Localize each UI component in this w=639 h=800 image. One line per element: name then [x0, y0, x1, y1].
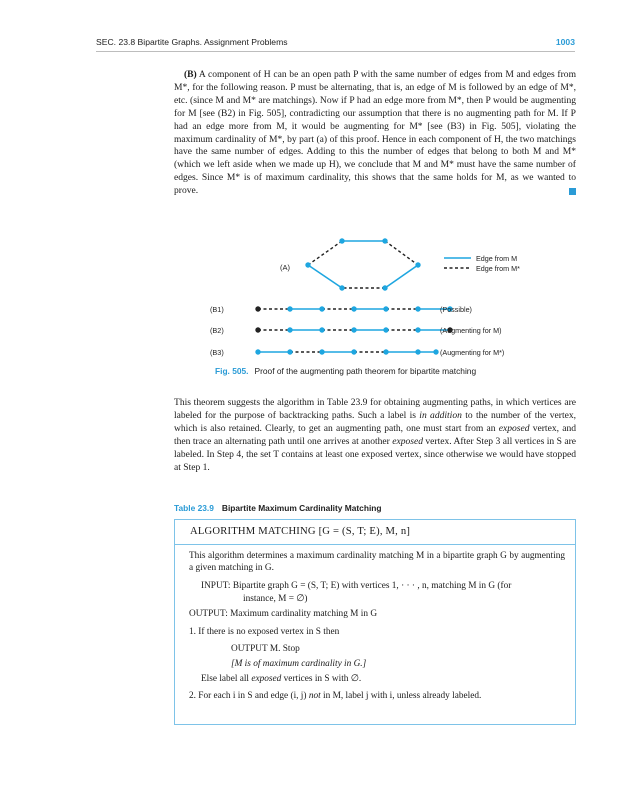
vertex: [287, 306, 292, 311]
algorithm-input: INPUT: Bipartite graph G = (S, T; E) with vertices 1, · · · , n, matching M in G (for: [201, 581, 512, 591]
vertex: [255, 327, 260, 332]
edge-solid: [308, 265, 342, 288]
vertex: [287, 327, 292, 332]
emphasis: not: [308, 691, 321, 701]
emphasis: exposed: [251, 674, 282, 684]
text-run: to the number of the vertex, which is also retained. Clearly, to get an augmenting path, one must start from an: [174, 409, 576, 434]
edge-dashed: [385, 241, 418, 265]
algorithm-input-cont: instance, M = ∅): [243, 594, 308, 604]
vertex: [351, 327, 356, 332]
algorithm-step-1: 1. If there is no exposed vertex in S then: [189, 627, 340, 637]
algorithm-step-1b: [M is of maximum cardinality in G.]: [231, 659, 367, 669]
edge-dashed: [308, 241, 342, 265]
vertex: [383, 349, 388, 354]
vertex: [339, 285, 344, 290]
vertex: [383, 306, 388, 311]
vertex: [305, 262, 310, 267]
header-rule: [96, 51, 575, 52]
algorithm-description: This algorithm determines a maximum cardinality matching M in a bipartite graph G by augmenting a given matching in G.: [189, 551, 565, 574]
row-note: (Possible): [440, 305, 472, 314]
vertex: [319, 306, 324, 311]
table-title: [174, 503, 382, 513]
vertex: [351, 306, 356, 311]
text-run: vertex. After Step 3 all vertices in S are labeled. In Step 4, the set T contains at least one exposed vertex, since otherwise we would have stopped at Step 1.: [174, 435, 576, 473]
vertex: [383, 327, 388, 332]
page-number: 1003: [555, 37, 575, 47]
edge-solid: [385, 265, 418, 288]
text-run: Else label all: [201, 674, 252, 684]
row-label: (B2): [210, 326, 224, 335]
hexagon-cycle: [305, 238, 420, 290]
text-run: This theorem suggests the algorithm in Table 23.9 for obtaining augmenting paths, in which vertices are labeled for the purpose of backtracking paths. Such a label is: [174, 397, 576, 421]
running-header: [96, 37, 575, 47]
vertex: [382, 285, 387, 290]
path-rows: [210, 305, 504, 357]
figure-505: [174, 230, 576, 362]
vertex: [433, 349, 438, 354]
emphasis: exposed: [498, 422, 530, 434]
proof-lead: (B): [184, 69, 197, 80]
row-label: (B1): [210, 305, 224, 314]
vertex: [415, 262, 420, 267]
proof-text: A component of H can be an open path P with the same number of edges from M and edges from M*, for the following reason. P must be alternating, that is, an edge of M is followed by an edge of M*, etc. (since M and M* are matchings). Now if P had an edge more from M*, then P would be augmenting for M [see (B2) in Fig. 505], contradicting our assumption that there is no augmenting path for M. If P had an edge more from M, it would be augmenting for M* [see (B3) in Fig. 505], violating the maximum cardinality of M*, by part (a) of this proof. Hence in each component of H, the two matchings have the same number of edges. Adding to this the number of edges that belong to both M and M* (which we left aside when we made up H), we conclude that M and M* must have the same number of edges. Since M* is of maximum cardinality, this shows that the same holds for M, as we wanted to prove.: [174, 69, 576, 197]
vertex: [415, 306, 420, 311]
vertex: [319, 327, 324, 332]
legend-dashed-label: Edge from M*: [476, 264, 520, 273]
section-title: SEC. 23.8 Bipartite Graphs. Assignment Problems: [96, 37, 288, 47]
algorithm-step-1a: OUTPUT M. Stop: [231, 644, 300, 654]
text-run: in M, label j with i, unless already labeled.: [320, 691, 482, 701]
text-run: vertices in S with ∅.: [281, 674, 362, 684]
figure-caption-label: Fig. 505.: [215, 366, 249, 376]
algorithm-box: [174, 519, 576, 725]
text-run: 2. For each i in S and edge (i, j): [189, 691, 309, 701]
vertex: [382, 238, 387, 243]
qed-square-icon: [569, 188, 576, 195]
figure-caption-text: Proof of the augmenting path theorem for bipartite matching: [254, 366, 477, 376]
row-note: (Augmenting for M*): [440, 348, 505, 357]
vertex: [255, 306, 260, 311]
legend: [444, 254, 520, 273]
algorithm-output: OUTPUT: Maximum cardinality matching M in G: [189, 609, 378, 619]
row-note: (Augmenting for M): [440, 326, 502, 335]
vertex: [287, 349, 292, 354]
vertex: [415, 349, 420, 354]
vertex: [255, 349, 260, 354]
figure-caption: [215, 366, 476, 376]
algorithm-step-2: [189, 690, 481, 702]
label-a: (A): [280, 263, 290, 272]
text-run: vertex, and then trace an alternating path until one arrives at another: [174, 422, 576, 447]
table-label: Table 23.9: [174, 503, 214, 513]
algorithm-step-1c: [201, 673, 361, 685]
row-label: (B3): [210, 348, 224, 357]
vertex: [351, 349, 356, 354]
emphasis: exposed: [392, 435, 423, 447]
legend-solid-label: Edge from M: [476, 254, 518, 263]
proof-paragraph: [174, 69, 576, 198]
vertex: [339, 238, 344, 243]
table-title-text: Bipartite Maximum Cardinality Matching: [221, 503, 382, 513]
emphasis: in addition: [419, 409, 462, 421]
body-paragraph: [174, 397, 576, 474]
vertex: [415, 327, 420, 332]
vertex: [319, 349, 324, 354]
algorithm-title: ALGORITHM MATCHING [G = (S, T; E), M, n]: [175, 520, 575, 545]
